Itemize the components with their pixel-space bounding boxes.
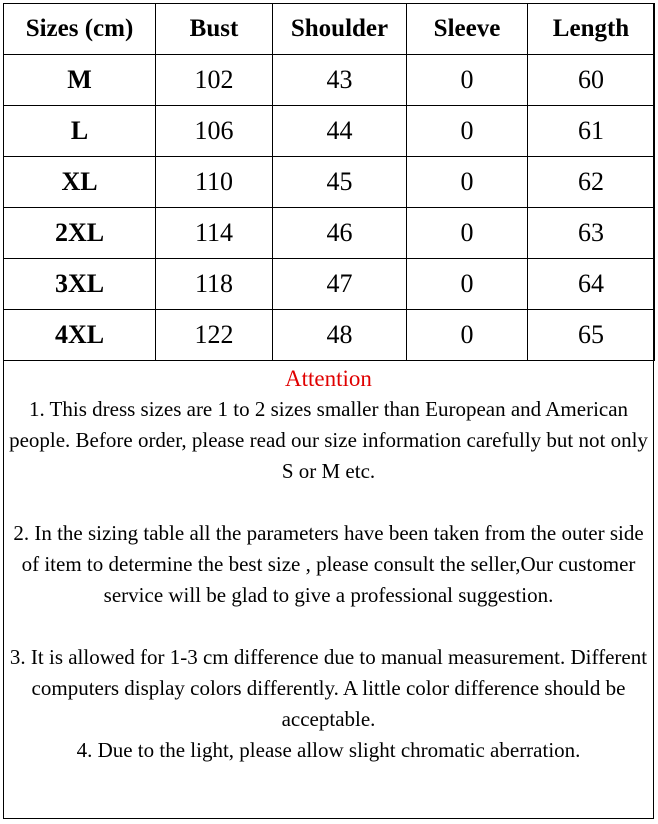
size-cell: 3XL: [4, 259, 156, 310]
length-cell: 60: [528, 55, 655, 106]
sleeve-cell: 0: [407, 310, 528, 361]
size-cell: L: [4, 106, 156, 157]
note-spacer: [4, 487, 653, 518]
table-row: [4, 310, 655, 361]
bust-cell: 106: [156, 106, 273, 157]
sleeve-cell: 0: [407, 259, 528, 310]
length-cell: 63: [528, 208, 655, 259]
sleeve-cell: 0: [407, 157, 528, 208]
shoulder-cell: 46: [273, 208, 407, 259]
bust-cell: 114: [156, 208, 273, 259]
shoulder-cell: 45: [273, 157, 407, 208]
attention-notes: [4, 364, 653, 766]
header-sleeve: Sleeve: [407, 4, 528, 55]
table-row: [4, 157, 655, 208]
header-bust: Bust: [156, 4, 273, 55]
length-cell: 62: [528, 157, 655, 208]
note-spacer: [4, 611, 653, 642]
shoulder-cell: 48: [273, 310, 407, 361]
shoulder-cell: 43: [273, 55, 407, 106]
table-row: [4, 259, 655, 310]
size-cell: XL: [4, 157, 156, 208]
shoulder-cell: 44: [273, 106, 407, 157]
size-cell: 4XL: [4, 310, 156, 361]
table-row: [4, 208, 655, 259]
attention-title: Attention: [285, 366, 372, 391]
note-2: 2. In the sizing table all the parameters have been taken from the outer side of item to determine the best size , please consult the seller,Our customer service will be glad to give a professional suggestion.: [13, 521, 644, 607]
bust-cell: 102: [156, 55, 273, 106]
length-cell: 61: [528, 106, 655, 157]
shoulder-cell: 47: [273, 259, 407, 310]
size-cell: 2XL: [4, 208, 156, 259]
header-sizes: Sizes (cm): [4, 4, 156, 55]
table-row: [4, 106, 655, 157]
length-cell: 64: [528, 259, 655, 310]
sleeve-cell: 0: [407, 208, 528, 259]
sleeve-cell: 0: [407, 55, 528, 106]
note-3: 3. It is allowed for 1-3 cm difference due to manual measurement. Different computers display colors differently. A little color difference should be acceptable.: [9, 645, 648, 731]
length-cell: 65: [528, 310, 655, 361]
table-row: [4, 55, 655, 106]
bust-cell: 110: [156, 157, 273, 208]
sleeve-cell: 0: [407, 106, 528, 157]
bust-cell: 118: [156, 259, 273, 310]
size-cell: M: [4, 55, 156, 106]
header-shoulder: Shoulder: [273, 4, 407, 55]
bust-cell: 122: [156, 310, 273, 361]
note-4: 4. Due to the light, please allow slight chromatic aberration.: [76, 738, 581, 762]
table-header-row: [4, 4, 655, 55]
header-length: Length: [528, 4, 655, 55]
note-1: 1. This dress sizes are 1 to 2 sizes smaller than European and American people. Before order, please read our size information carefully but not only S or M etc.: [9, 397, 648, 483]
size-table: [3, 3, 655, 361]
